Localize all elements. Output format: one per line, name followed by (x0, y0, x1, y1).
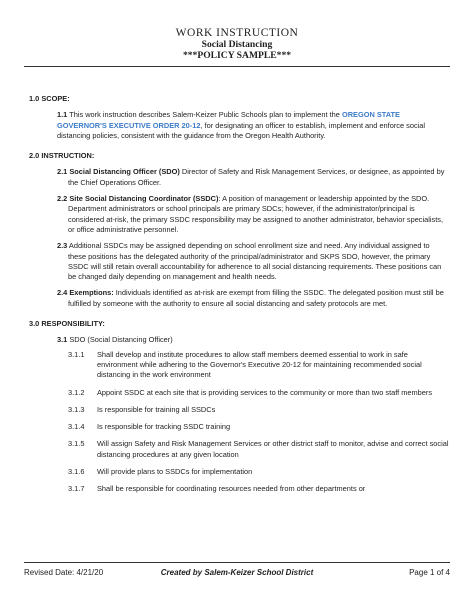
list-item (29, 439, 449, 460)
document-body (29, 94, 449, 495)
scope-text-after: , for designating an officer to establish, implement and enforce social distancing policies, consistent with the guidance from the Oregon Health Authority. (57, 120, 426, 140)
list-item-number: 3.1.3 (68, 404, 85, 414)
item-term: Social Distancing Officer (SDO) (69, 167, 180, 177)
list-item-number: 3.1.6 (68, 467, 85, 477)
page-number: Page 1 of 4 (409, 568, 450, 577)
list-item-number: 3.1.7 (68, 484, 85, 494)
list-item-number: 3.1.4 (68, 422, 85, 432)
list-item (29, 388, 449, 398)
list-item (29, 422, 449, 432)
list-item-text: Will assign Safety and Risk Management Services or other district staff to monitor, advise and correct social distancing procedures at any given location (97, 439, 449, 459)
list-item-text: Will provide plans to SSDCs for implementation (97, 467, 253, 477)
item-text: Director of Safety and Risk Management Services, or designee, as appointed by the Chief Operations Officer. (68, 167, 445, 187)
document-header (0, 27, 474, 61)
subheading-number: 3.1 (57, 335, 68, 345)
list-item-number: 3.1.1 (68, 349, 85, 359)
list-item-number: 3.1.5 (68, 439, 85, 449)
scope-number: 1.1 (57, 110, 68, 120)
document-subtitle: Social Distancing (201, 39, 273, 50)
list-item-text: Is responsible for training all SSDCs (97, 404, 216, 414)
item-term: Site Social Distancing Coordinator (SSDC) (69, 194, 219, 204)
item-text: Individuals identified as at-risk are exempt from filling the SSDC. The delegated position must still be fulfilled by someone with the authority to ensure all social distancing and safety protocols are met. (68, 288, 444, 308)
item-number: 2.1 (57, 167, 68, 177)
footer-divider (24, 562, 450, 563)
header-divider (24, 66, 450, 67)
scope-text-before: This work instruction describes Salem-Keizer Public Schools plan to implement the (67, 110, 342, 120)
list-item-text: Is responsible for tracking SSDC training (97, 422, 231, 432)
section-heading-instruction: 2.0 INSTRUCTION: (29, 151, 95, 161)
instruction-item (29, 241, 449, 282)
created-by: Created by Salem-Keizer School District (160, 568, 314, 577)
section-heading-scope: 1.0 SCOPE: (29, 94, 70, 103)
scope-paragraph (29, 110, 449, 141)
item-text: Additional SSDCs may be assigned depending on school enrollment size and need. Any individual assigned to these positions has the delegated authority of the principal/administrator and SKPS SDO, however, the primary SSDC will still retain overall accountability for adherence to all social distancing requirements. These positions can be changed daily depending on management and health needs. (67, 241, 442, 282)
list-item-text: Shall be responsible for coordinating resources needed from other departments or (97, 484, 366, 494)
instruction-item (29, 194, 449, 235)
executive-order-link[interactable]: OREGON STATE GOVERNOR'S EXECUTIVE ORDER 20-12 (57, 110, 400, 130)
list-item-text: Shall develop and institute procedures to allow staff members deemed essential to work in safe environment while adhering to the Governor's Executive 20-12 for maintaining recommended social distancing in the work environment (97, 349, 422, 380)
section-heading-responsibility: 3.0 RESPONSIBILITY: (29, 319, 105, 329)
list-item-number: 3.1.2 (68, 387, 85, 397)
list-item-text: Appoint SSDC at each site that is providing services to the community or more than two staff members (97, 387, 433, 397)
subheading-title: SDO (Social Distancing Officer) (67, 335, 173, 345)
item-number: 2.3 (57, 241, 68, 251)
revised-date: Revised Date: 4/21/20 (24, 568, 104, 577)
instruction-item (29, 288, 449, 309)
list-item (29, 467, 449, 477)
item-text: : A position of management or leadership appointed by the SDO. Department administrators or school principals are primary SDCs; however, if the administrator/principal is considered at-risk, the primary SSDC responsibility may be assigned to another administrator, behavior specialists, or office administrative personnel. (68, 194, 444, 234)
instruction-item (29, 167, 449, 188)
list-item (29, 350, 449, 381)
list-item (29, 405, 449, 415)
responsibility-subheading (29, 335, 449, 345)
policy-sample-label: ***POLICY SAMPLE*** (182, 50, 292, 61)
list-item (29, 484, 449, 494)
document-title: WORK INSTRUCTION (175, 27, 299, 39)
item-term: Exemptions: (69, 288, 114, 298)
item-number: 2.4 (57, 288, 68, 298)
item-number: 2.2 (57, 194, 68, 204)
